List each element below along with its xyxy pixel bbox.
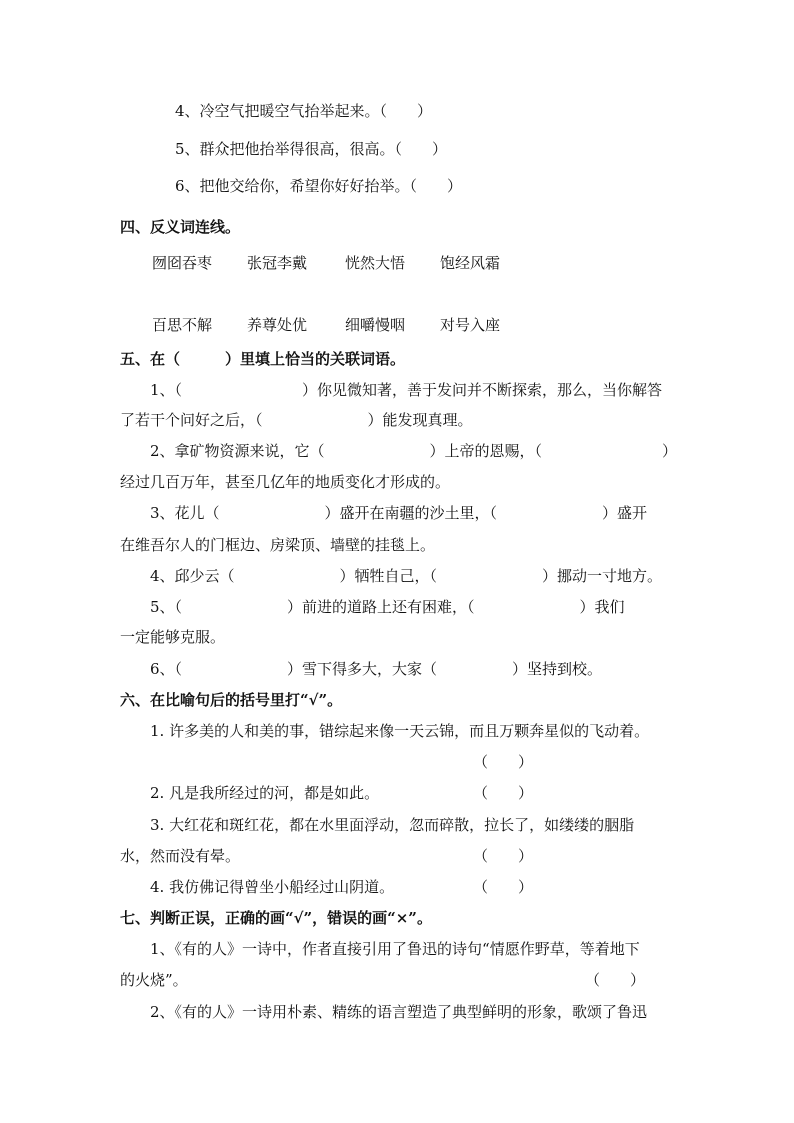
- fill-blank-line: 经过几百万年，甚至几亿年的地质变化才形成的。: [120, 473, 451, 491]
- antonym-word: 张冠李戴: [247, 254, 308, 272]
- answer-bracket: （ ）: [585, 971, 646, 989]
- simile-sentence: 2. 凡是我所经过的河，都是如此。: [150, 784, 380, 802]
- answer-bracket: （ ）: [473, 784, 534, 802]
- antonym-word: 百思不解: [152, 316, 213, 334]
- question-item: 4、冷空气把暖空气抬举起来。（ ）: [175, 102, 433, 120]
- section-heading-5: 五、在（ ）里填上恰当的关联词语。: [120, 350, 406, 368]
- section-heading-4: 四、反义词连线。: [120, 218, 241, 236]
- fill-blank-line: 3、花儿（ ）盛开在南疆的沙土里，（ ）盛开: [150, 504, 648, 522]
- section-heading-7: 七、判断正误，正确的画“√”，错误的画“×”。: [120, 909, 432, 927]
- fill-blank-line: 5、（ ）前进的道路上还有困难，（ ）我们: [150, 598, 625, 616]
- antonym-word: 饱经风霜: [440, 254, 501, 272]
- fill-blank-line: 6、（ ）雪下得多大，大家（ ）坚持到校。: [150, 660, 603, 678]
- answer-bracket: （ ）: [473, 878, 534, 896]
- antonym-word: 细嚼慢咽: [345, 316, 406, 334]
- fill-blank-line: 2、拿矿物资源来说，它（ ）上帝的恩赐，（ ）: [150, 442, 678, 460]
- fill-blank-line: 4、邱少云（ ）牺牲自己，（ ）挪动一寸地方。: [150, 567, 663, 585]
- simile-sentence: 水，然而没有晕。: [120, 847, 241, 865]
- fill-blank-line: 了若干个问好之后，（ ）能发现真理。: [120, 411, 473, 429]
- antonym-word: 囫囵吞枣: [152, 254, 213, 272]
- fill-blank-line: 一定能够克服。: [120, 628, 226, 646]
- section-heading-6: 六、在比喻句后的括号里打“√”。: [120, 691, 343, 709]
- antonym-word: 养尊处优: [247, 316, 308, 334]
- antonym-word: 恍然大悟: [345, 254, 406, 272]
- judgement-sentence: 1、《有的人》一诗中，作者直接引用了鲁迅的诗句“情愿作野草，等着地下: [150, 940, 640, 958]
- simile-sentence: 4. 我仿佛记得曾坐小船经过山阴道。: [150, 878, 395, 896]
- answer-bracket: （ ）: [473, 753, 534, 771]
- antonym-word: 对号入座: [440, 316, 501, 334]
- judgement-sentence: 的火烧”。: [120, 971, 188, 989]
- judgement-sentence: 2、《有的人》一诗用朴素、精练的语言塑造了典型鲜明的形象，歌颂了鲁迅: [150, 1003, 648, 1021]
- question-item: 5、群众把他抬举得很高，很高。（ ）: [175, 140, 448, 158]
- fill-blank-line: 在维吾尔人的门框边、房梁顶、墙壁的挂毯上。: [120, 536, 436, 554]
- answer-bracket: （ ）: [473, 847, 534, 865]
- fill-blank-line: 1、（ ）你见微知著，善于发问并不断探索，那么，当你解答: [150, 381, 663, 399]
- simile-sentence: 1. 许多美的人和美的事，错综起来像一天云锦，而且万颗奔星似的飞动着。: [150, 722, 650, 740]
- question-item: 6、把他交给你，希望你好好抬举。（ ）: [175, 177, 463, 195]
- simile-sentence: 3. 大红花和斑红花，都在水里面浮动，忽而碎散，拉长了，如缕缕的胭脂: [150, 816, 635, 834]
